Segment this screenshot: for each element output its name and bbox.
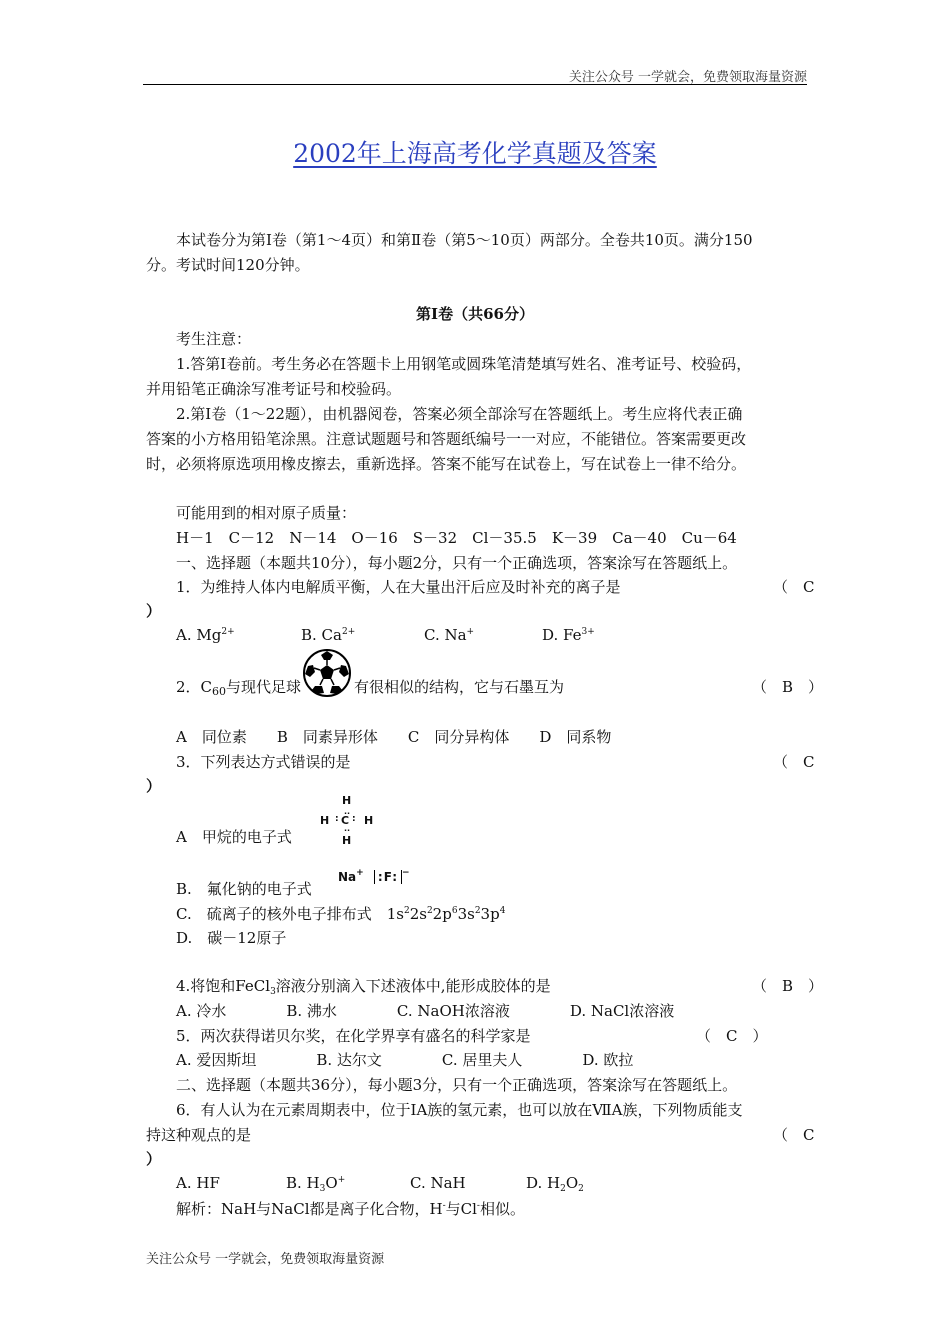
q2-options: A 同位素 B 同素异形体 C 同分异构体 D 同系物 [176,728,612,746]
page-footer-text: 关注公众号 一学就会，免费领取海量资源 [146,1252,385,1267]
atomic-mass-label: 可能用到的相对原子质量： [176,504,357,522]
notice-item-2-cont-2: 时，必须将原选项用橡皮擦去，重新选择。答案不能写在试卷上，写在试卷上一律不给分。 [146,455,747,473]
q6-option-d: D. $H_2O_2$ [526,1174,584,1194]
q3-answer: （ C [773,753,815,771]
q3-option-a: A 甲烷的电子式 [176,828,292,846]
q3-option-d: D. 碳－12原子 [176,929,287,947]
atomic-mass-values: H－1 C－12 N－14 O－16 S－32 Cl－35.5 K－39 Ca－40 Cu－64 [176,529,737,547]
methane-electron-formula: H H C H H : : .. .. [320,794,374,847]
header-rule [143,84,807,85]
q1-option-d: D. $Fe^{3+}$ [542,626,595,644]
q6-option-b: B. $H_3O^+$ [286,1174,346,1194]
intro-line-2: 分。考试时间120分钟。 [146,256,310,274]
notice-item-2-cont-1: 答案的小方格用铅笔涂黑。注意试题题号和答题纸编号一一对应，不能错位。答案需要更改 [146,430,747,448]
part-2-heading: 二、选择题（本题共36分），每小题3分，只有一个正确选项，答案涂写在答题纸上。 [176,1076,738,1094]
q1-option-c: C. Na+ [424,626,475,644]
q3-option-b: B. 氟化钠的电子式 [176,880,312,898]
q6-answer-close: ） [146,1150,162,1168]
section-heading: 第Ⅰ卷（共66分） [416,305,534,323]
q1-option-b: B. $Ca^{2+}$ [301,626,356,644]
q2-stem-part-2: 有很相似的结构，它与石墨互为 [354,678,565,696]
q5-stem: 5．两次获得诺贝尔奖，在化学界享有盛名的科学家是 [176,1027,531,1045]
football-icon [302,648,352,698]
q5-options: A. 爱因斯坦 B. 达尔文 C. 居里夫人 D. 欧拉 [176,1051,634,1069]
sodium-fluoride-electron-formula: Na+ :F: − [338,868,410,884]
q1-stem: 1．为维持人体内电解质平衡，人在大量出汗后应及时补充的离子是 [176,578,621,596]
q1-option-a: A. $Mg^{2+}$ [176,626,235,644]
notice-item-1: 1.答第Ⅰ卷前。考生务必在答题卡上用钢笔或圆珠笔清楚填写姓名、准考证号、校验码， [176,355,752,373]
q3-stem: 3．下列表达方式错误的是 [176,753,351,771]
q4-options: A. 冷水 B. 沸水 C. NaOH浓溶液 D. NaCl浓溶液 [176,1002,675,1020]
part-1-heading: 一、选择题（本题共10分），每小题2分，只有一个正确选项，答案涂写在答题纸上。 [176,554,738,572]
q5-answer: （ C ） [696,1027,768,1045]
q1-answer-close: ） [146,602,162,620]
notice-item-2: 2.第Ⅰ卷（1～22题），由机器阅卷，答案必须全部涂写在答题纸上。考生应将代表正确 [176,405,743,423]
q6-option-a: A. HF [176,1174,220,1192]
q2-stem-part-1: 2．$C_{60}$与现代足球 [176,678,302,698]
notice-label: 考生注意： [176,330,252,348]
page-title[interactable]: 2002年上海高考化学真题及答案 [293,139,657,168]
q6-stem-line-1: 6．有人认为在元素周期表中，位于ⅠA族的氢元素，也可以放在ⅦA族，下列物质能支 [176,1101,743,1119]
q3-option-c: C. 硫离子的核外电子排布式 $1s^22s^22p^63s^23p^4$ [176,905,506,923]
q6-stem-line-2: 持这种观点的是 [146,1126,252,1144]
intro-line-1: 本试卷分为第Ⅰ卷（第1～4页）和第Ⅱ卷（第5～10页）两部分。全卷共10页。满分150 [176,231,753,249]
q3-answer-close: ） [146,777,162,795]
q2-answer: （ B ） [752,678,824,696]
q6-analysis: 解析：NaH与NaCl都是离子化合物，H-与Cl-相似。 [176,1200,525,1218]
q4-stem: 4.将饱和FeCl$_3$溶液分别滴入下述液体中,能形成胶体的是 [176,977,551,997]
q6-option-c: C. NaH [410,1174,466,1192]
q4-answer: （ B ） [752,977,824,995]
q1-answer: （ C [773,578,815,596]
notice-item-1-cont: 并用铅笔正确涂写准考证号和校验码。 [146,380,402,398]
page-header-text: 关注公众号 一学就会，免费领取海量资源 [568,70,807,85]
q6-answer: （ C [773,1126,815,1144]
